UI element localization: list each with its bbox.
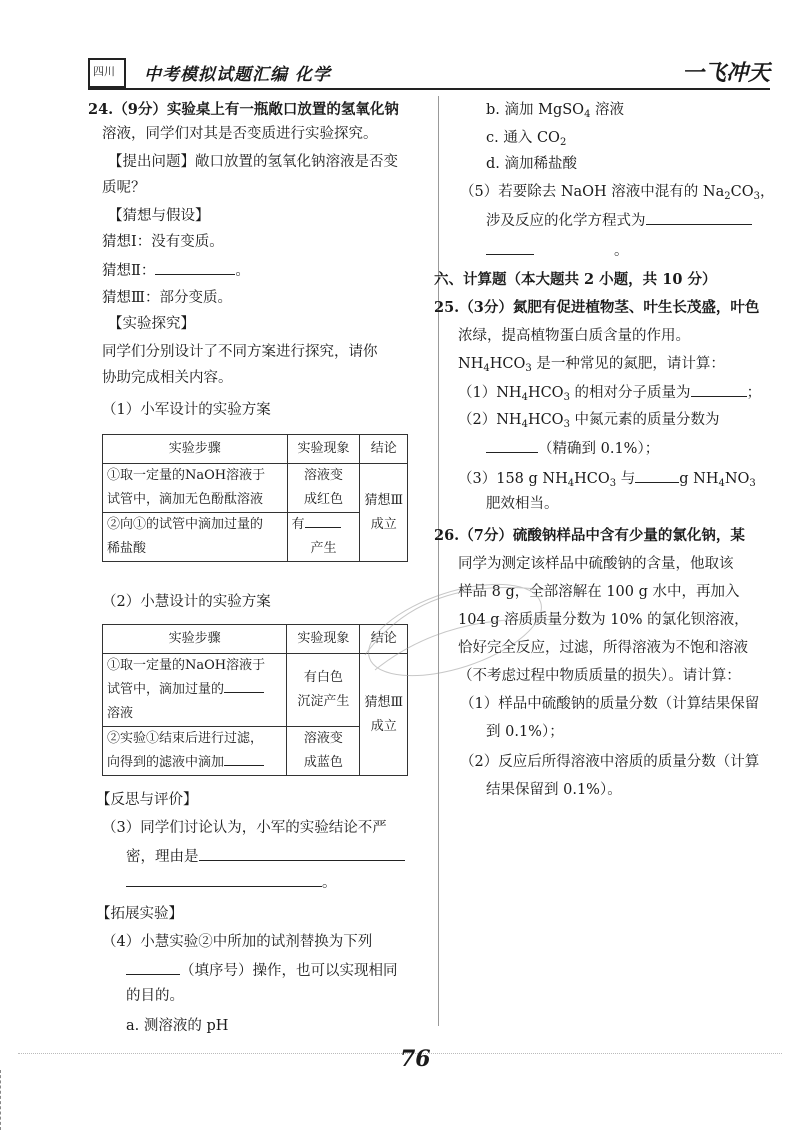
option-d: d. 滴加稀盐酸 <box>486 156 577 172</box>
q26-line2: 同学为测定该样品中硫酸钠的含量，他取该 <box>458 556 734 572</box>
plan2-title: （2）小慧设计的实验方案 <box>102 594 271 610</box>
q26-line4: 104 g 溶质质量分数为 10% 的氯化钡溶液， <box>458 612 749 628</box>
plan1-header-step: 实验步骤 <box>103 435 288 464</box>
plan1-conclusion: 猜想Ⅲ 成立 <box>360 464 408 562</box>
q25-part1: $(1)NH_4HCO_3$ 的相对分子质量为 ； <box>458 382 761 408</box>
plan2-indicator-blank[interactable] <box>224 751 264 766</box>
plan1-observation1: 溶液变 成红色 <box>287 464 360 513</box>
q26-part1: （1）样品中硫酸钠的质量分数（计算结果保留 <box>460 696 760 712</box>
plan2-reagent-blank[interactable] <box>224 678 264 693</box>
plan1-title: （1）小军设计的实验方案 <box>102 402 271 418</box>
q26-line6: （不考虑过程中物质质量的损失）。请计算： <box>458 668 741 684</box>
expand-line2: （填序号）操作，也可以实现相同 <box>126 960 398 981</box>
plan1-observation2: 有 产生 <box>287 513 360 562</box>
page-header <box>88 54 770 90</box>
plan2-step1: ①取一定量的NaOH溶液于 试管中，滴加过量的 溶液 <box>103 654 287 727</box>
reflect-reason-blank-2[interactable] <box>126 872 322 887</box>
q24-line2: 溶液，同学们对其是否变质进行实验探究。 <box>102 126 378 142</box>
hypothesis-2: 猜想Ⅱ： 。 <box>102 260 250 281</box>
q5-line3: 。 <box>486 240 629 261</box>
plan1-step2: ②向①的试管中滴加过量的 稀盐酸 <box>103 513 288 562</box>
expand-answer-blank[interactable] <box>126 960 180 975</box>
q25-part2-blank[interactable] <box>486 438 538 453</box>
plan1-header-conclusion: 结论 <box>360 435 408 464</box>
q25-part2-cont: （精确到 0.1%）； <box>486 438 659 459</box>
q25-line2: 浓绿，提高植物蛋白质含量的作用。 <box>458 328 690 344</box>
expand-line1: （4）小慧实验②中所加的试剂替换为下列 <box>102 934 373 950</box>
q26-line3: 样品 8 g，全部溶解在 100 g 水中，再加入 <box>458 584 740 600</box>
brand-name: 一飞冲天 <box>681 60 770 86</box>
q25-part2: $(2)NH_4HCO_3$ 中氮元素的质量分数为 <box>458 412 720 430</box>
q25-line3: $NH_4HCO_3$ 是一种常见的氮肥，请计算： <box>458 356 725 374</box>
reflect-line1: （3）同学们讨论认为，小军的实验结论不严 <box>102 820 387 836</box>
hypothesis-heading: 【猜想与假设】 <box>108 208 210 224</box>
plan2-conclusion: 猜想Ⅲ 成立 <box>360 654 408 776</box>
reflect-heading: 【反思与评价】 <box>96 792 198 808</box>
header-rule <box>88 88 770 90</box>
q25-part3-blank[interactable] <box>635 468 679 483</box>
expand-line3: 的目的。 <box>126 988 184 1004</box>
hypothesis-1: 猜想Ⅰ：没有变质。 <box>102 234 224 250</box>
q26-part1-cont: 到 0.1%）； <box>486 724 564 740</box>
page-number: 76 <box>400 1046 431 1072</box>
q26-part2-cont: 结果保留到 0.1%）。 <box>486 782 622 798</box>
plan1-table <box>102 434 408 562</box>
plan2-header-step: 实验步骤 <box>103 625 287 654</box>
explore-heading: 【实验探究】 <box>108 316 195 332</box>
plan1-header-observation: 实验现象 <box>287 435 360 464</box>
header-title: 中考模拟试题汇编 化学 <box>144 65 331 85</box>
plan2-header-conclusion: 结论 <box>360 625 408 654</box>
q26-line5: 恰好完全反应，过滤，所得溶液为不饱和溶液 <box>458 640 748 656</box>
q5-equation-blank-2[interactable] <box>486 240 534 255</box>
q24-line1: 24.（9分）实验桌上有一瓶敞口放置的氢氧化钠 <box>88 101 399 118</box>
q5-line1: （5）若要除去 NaOH 溶液中混有的 $Na_2CO_3$， <box>460 184 775 202</box>
problem-line1: 【提出问题】敞口放置的氢氧化钠溶液是否变 <box>108 154 398 170</box>
option-b: b. 滴加 MgSO$_4$ 溶液 <box>486 102 625 120</box>
plan1-step1: ①取一定量的NaOH溶液于 试管中，滴加无色酚酞溶液 <box>103 464 288 513</box>
q25-line1: 25.（3分）氮肥有促进植物茎、叶生长茂盛，叶色 <box>434 299 760 316</box>
q5-line2: 涉及反应的化学方程式为 <box>486 210 752 231</box>
option-c: c. 通入 $CO_2$ <box>486 130 567 148</box>
plan1-observation-blank[interactable] <box>305 513 341 528</box>
q5-equation-blank[interactable] <box>646 210 752 225</box>
hypothesis-2-blank[interactable] <box>155 260 235 275</box>
plan2-observation2: 溶液变 成蓝色 <box>287 727 360 776</box>
hypothesis-3: 猜想Ⅲ：部分变质。 <box>102 290 232 306</box>
plan2-header-observation: 实验现象 <box>287 625 360 654</box>
binding-edge-mark <box>0 1070 1 1130</box>
option-a: a. 测溶液的 pH <box>126 1018 229 1034</box>
logo: 四川 <box>88 58 126 88</box>
explore-line2: 协助完成相关内容。 <box>102 370 233 386</box>
plan2-observation1: 有白色 沉淀产生 <box>287 654 360 727</box>
reflect-reason-blank[interactable] <box>199 846 405 861</box>
q26-line1: 26.（7分）硫酸钠样品中含有少量的氯化钠，某 <box>434 527 745 544</box>
q25-part1-blank[interactable] <box>691 382 747 397</box>
expand-heading: 【拓展实验】 <box>96 906 183 922</box>
reflect-line2: 密，理由是 <box>126 846 405 867</box>
plan2-step2: ②实验①结束后进行过滤， 向得到的滤液中滴加 <box>103 727 287 776</box>
problem-line2: 质呢？ <box>102 180 146 196</box>
section-6-heading: 六、计算题（本大题共 2 小题，共 10 分） <box>434 271 717 288</box>
q26-part2: （2）反应后所得溶液中溶质的质量分数（计算 <box>460 754 760 770</box>
explore-line1: 同学们分别设计了不同方案进行探究，请你 <box>102 344 378 360</box>
reflect-line3: 。 <box>126 872 337 893</box>
q25-part3-cont: 肥效相当。 <box>486 496 559 512</box>
watermark-stamp <box>345 560 575 690</box>
q25-part3: （3）158 g $NH_4HCO_3$ 与 g $NH_4NO_3$ <box>458 468 756 494</box>
